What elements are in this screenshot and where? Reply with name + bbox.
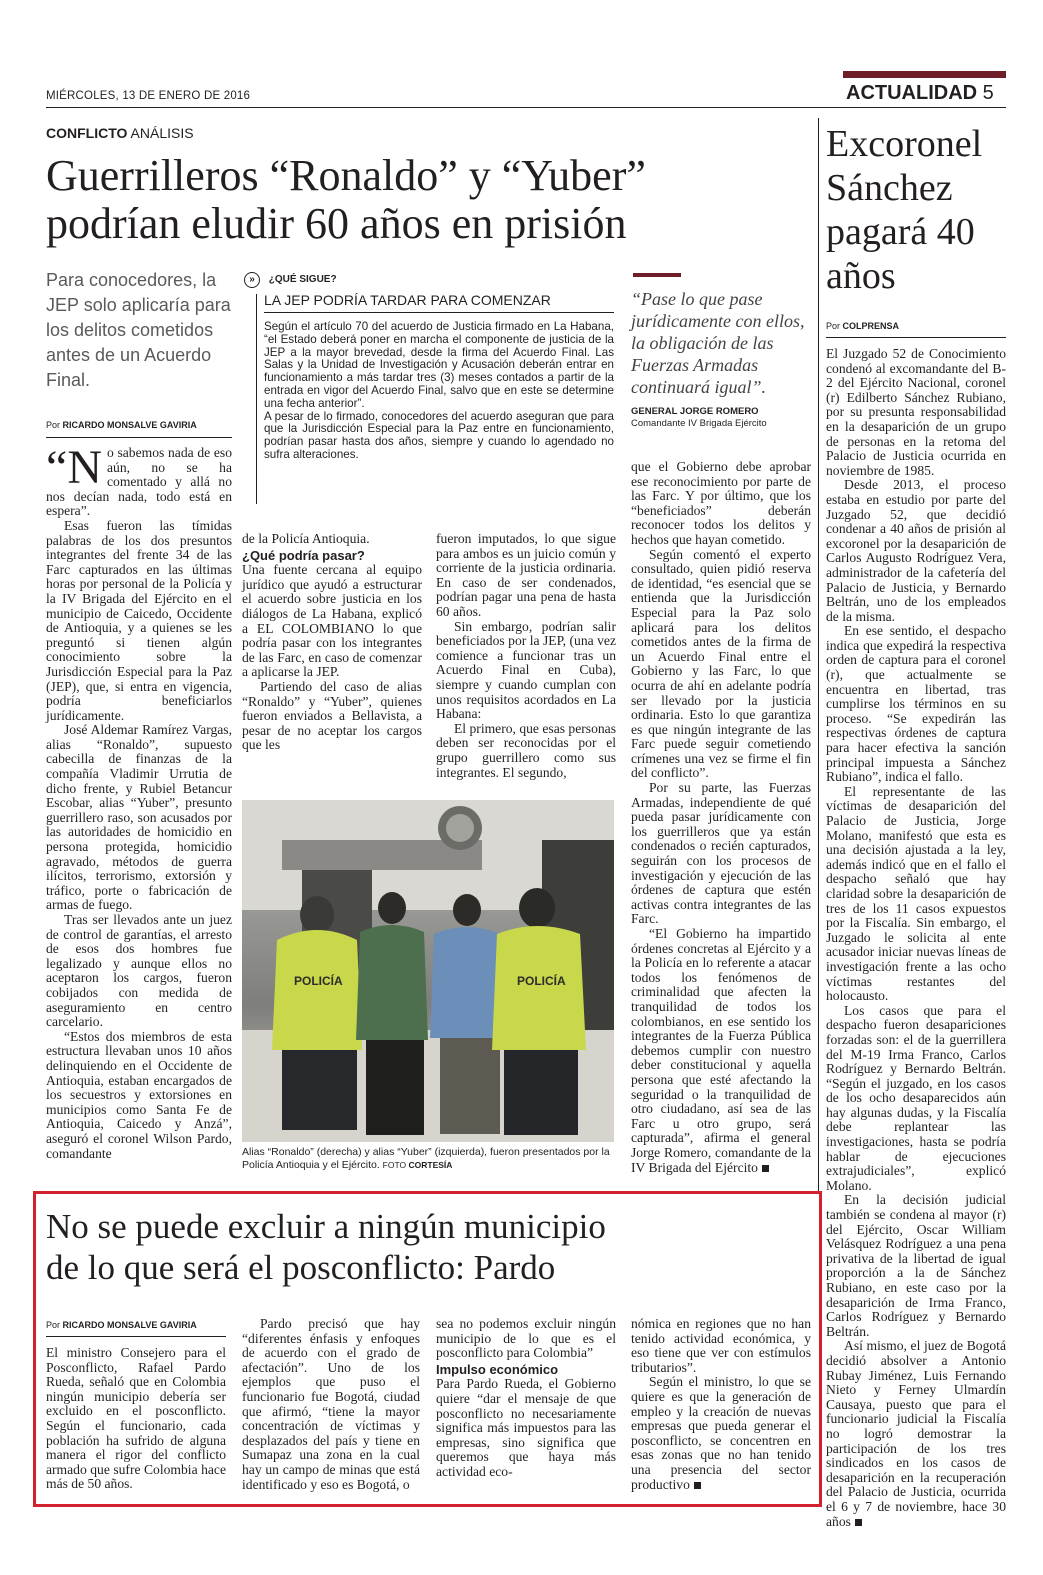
vest-label-left: POLICÍA (294, 974, 343, 988)
box-kicker: » ¿QUÉ SIGUE? (244, 272, 614, 288)
main-headline-line2: podrían eludir 60 años en prisión (46, 199, 627, 248)
box-text-1: Según el artículo 70 del acuerdo de Justicia firmado en La Habana, “el Estado deberá poner en marcha el componente de justicia de la JEP a la mayor brevedad, desde la firma del Acuerdo Final. Las Salas y la Unidad de Investigación y Acusación deberán entrar en funcionamiento a más tardar tres (3) meses contados a partir de la entrada en vigor del Acuerdo Final, salvo que en este se determine una fecha anterior”. (264, 320, 614, 410)
col1-paragraph: Tras ser llevados ante un juez de control de garantías, el arresto de esos dos hombres fue legalizado y aunque ellos no aceptaron los cargos, fueron cobijados con medida de aseguramiento en centro carcelario. (46, 912, 232, 1030)
col2-paragraph: de la Policía Antioquia. (242, 531, 370, 546)
double-chevron-icon: » (244, 272, 260, 288)
pull-quote-rule (633, 273, 681, 277)
quote-role: Comandante IV Brigada Ejército (631, 418, 767, 429)
second-headline (46, 1206, 806, 1288)
second-headline-line2: de lo que será el posconflicto: Pardo (46, 1248, 556, 1287)
col1-paragraph: José Aldemar Ramírez Vargas, alias “Ronaldo”, supuesto cabecilla de finanzas de la compañía Vladimir Urrutia de dicho frente, y Rubiel Betancur Escobar, alias “Yuber”, presunto guerrillero raso, son acusados por las autoridades de homicidio en persona protegida, homicidio agravado, métodos de guerra ilícitos, terrorismo, extorsión y tráfico, porte o fabricación de armas de fuego. (46, 722, 232, 913)
box-text-2: A pesar de lo firmado, conocedores del acuerdo aseguran que para que la Jurisdicción Especial para la Paz entre en funcionamiento, podrían pasar hasta dos años, siempre y cuando lo agendado no sufra alteraciones. (264, 409, 614, 461)
end-mark (855, 1519, 862, 1526)
sidebar-paragraph: El Juzgado 52 de Conocimiento condenó al excomandante del B-2 del Ejército Nacional, coronel (r) Edilberto Sánchez Rubiano, por su presunta responsabilidad en la desaparición de un grupo de personas en la retoma del Palacio de Justicia ocurrida en noviembre de 1985. (826, 346, 1006, 478)
main-column-3 (436, 532, 616, 780)
second-col3-heading: Impulso económico (436, 1361, 559, 1377)
sidebar-paragraph: En ese sentido, el despacho indica que expedirá la respectiva orden de captura para el coronel (r), que actualmente se encuentra en libertad, tras cumplirse los términos en su proceso. “Se expedirán las respectivas órdenes de captura para hacer efectiva la sanción principal impuesta a Sánchez Rubiano”, indica el fallo. (826, 623, 1006, 785)
photo-scene (242, 800, 614, 1142)
col2-heading: ¿Qué podría pasar? (242, 547, 365, 563)
box-border-left (256, 294, 257, 504)
sidebar-byline: Por COLPRENSA (826, 321, 900, 331)
second-byline-rule (46, 1336, 226, 1337)
byline-name: RICARDO MONSALVE GAVIRIA (62, 420, 197, 430)
col2-paragraph: Una fuente cercana al equipo jurídico que ayudó a estructurar el acuerdo sobre justicia en los diálogos de La Habana, explicó a EL COLOMBIANO lo que podría pasar con los integrantes de las Farc, en caso de comenzar a aplicarse la JEP. (242, 562, 422, 680)
main-headline-line1: Guerrilleros “Ronaldo” y “Yuber” (46, 151, 646, 200)
page-number: 5 (982, 82, 994, 104)
col3-paragraph: fueron imputados, lo que sigue para ambos es un juicio común y corriente de la justicia ordinaria. En caso de ser condenados, podrían pagar una pena de hasta 60 años. (436, 531, 616, 619)
col4-paragraph: “El Gobierno ha impartido órdenes concretas al Ejército y a la Policía en lo referente a atacar todos los fenómenos de criminalidad que afecten la tranquilidad de todos los colombianos, en ese sentido los integrantes de la Fuerza Pública debemos cumplir con nuestro deber constitucional y aquella persona que esté afectando la seguridad o la tranquilidad de otro ciudadano, así sea de las Farc u otro grupo, será capturada”, afirma el general Jorge Romero, comandante de la IV Brigada del Ejército (631, 926, 811, 1175)
dropcap: “N (46, 441, 102, 494)
quote-author: GENERAL JORGE ROMERO (631, 406, 759, 417)
col3-paragraph: Sin embargo, podrían salir beneficiados por la JEP, (una vez comience a funcionar tras un Acuerdo Final en Cuba), siempre y cuando cumplan con unos requisitos acordados en La Habana: (436, 618, 616, 722)
vest-label-right: POLICÍA (517, 974, 566, 988)
sidebar-byline-rule (826, 337, 1006, 338)
col4-paragraph: Según comentó el experto consultado, quien pidió reserva de identidad, “es esencial que se entienda que la Jurisdicción Especial para la Paz solo aplicará para los delitos cometidos antes de la firma de un Acuerdo Final entre el Gobierno y las Farc, lo que ocurra de ahí en adelante podría ser llevado por la justicia ordinaria. Esto lo que garantiza es que ningún integrante de las Farc puede seguir cometiendo crímenes una vez se firme el fin del conflicto”. (631, 546, 811, 781)
kicker (46, 125, 194, 141)
sidebar-paragraph: El representante de las víctimas de desaparición del Palacio de Justicia, Jorge Molano, manifestó que esta es una decisión ajustada a la ley, además indicó que en el fallo el despacho señaló que hay claridad sobre la desaparición de tres de los 11 casos expuestos por la Fiscalía. Sin embargo, el Juzgado le solicita al ente acusador iniciar nuevas líneas de investigación frente a las ocho víctimas restantes del holocausto. (826, 783, 1006, 1004)
second-column-3: sea no podemos excluir ningún municipio de lo que es el posconflicto para Colombia” Impulso económico Para Pardo Rueda, el Gobierno quiere “dar el mensaje de que posconflicto no necesariamente significa más impuestos para las empresas, sino significa que queremos que haya más actividad eco- (436, 1316, 616, 1479)
kicker-light: ANÁLISIS (130, 125, 194, 141)
sidebar-body (826, 347, 1006, 1529)
sidebar-headline: Excoronel Sánchez pagará 40 años (826, 123, 983, 297)
que-sigue-box (244, 272, 614, 462)
box-text (264, 321, 614, 462)
pull-quote: “Pase lo que pase jurídicamente con ellos, la obligación de las Fuerzas Armadas continuará igual”. (631, 289, 805, 397)
kicker-bold: CONFLICTO (46, 125, 128, 141)
end-mark (694, 1482, 701, 1489)
photo-credit: FOTO CORTESÍA (382, 1160, 453, 1170)
sidebar-paragraph: En la decisión judicial también se condena al mayor (r) del Ejército, Oscar William Velásquez Rodríguez a una pena privativa de la libertad de igual proporción a la de Sánchez Rubiano, en este caso por la desaparición de Irma Franco, Carlos Rodríguez y Bernardo Beltrán. (826, 1192, 1006, 1339)
lead-paragraph: “N o sabemos nada de eso aún, no se ha comentado y allá no nos decían nada, todo está en espera”. (46, 441, 232, 519)
second-column-2: Pardo precisó que hay “diferentes énfasis y enfoques de acuerdo con el grado de afectación”. Uno de los ejemplos que puso el funcionario fue Bogotá, ciudad que afirmó, “tiene la mayor concentración de víctimas y desplazados del país y tiene en Sumapaz una zona en la cual hay un campo de minas que está identificado y eso es Bogotá, o (242, 1316, 420, 1492)
second-headline-line1: No se puede excluir a ningún municipio (46, 1207, 606, 1246)
main-headline (46, 152, 816, 248)
sidebar-divider (818, 118, 819, 1193)
col4-paragraph: que el Gobierno debe aprobar ese reconocimiento por parte de las Farc. Y por último, que los “beneficiados” deberán reconocer todos los delitos y hechos que hayan cometido. (631, 459, 811, 547)
header-rule (46, 107, 1006, 108)
main-column-1 (46, 441, 232, 1161)
sidebar-paragraph: Así mismo, el juez de Bogotá decidió absolver a Antonio Rubay Jiménez, Luis Fernando Nieto y Ferney Ulmardín Causaya, puesto que para el funcionario judicial la Fiscalía no logró demostrar la participación de los tres sindicados en los casos de desaparición en la recuperación del Palacio de Justicia, ocurrida el 6 y 7 de noviembre, hace 30 años (826, 1338, 1006, 1529)
end-mark (762, 1165, 769, 1172)
page-date: MIÉRCOLES, 13 DE ENERO DE 2016 (46, 90, 251, 102)
subhead: Para conocedores, la JEP solo aplicaría para los delitos cometidos antes de un Acuerdo Final. (46, 270, 231, 390)
box-title: LA JEP PODRÍA TARDAR PARA COMENZAR (264, 292, 551, 308)
byline-prefix: Por (46, 420, 61, 430)
main-column-4 (631, 460, 811, 1175)
sidebar-paragraph: Los casos que para el despacho fueron desapariciones forzadas son: el de la guerrillera del M-19 Irma Franco, Carlos Rodríguez y Bernardo Beltrán. “Según el juzgado, en los casos de los ocho desaparecidos aún hay algunas dudas, y la Fiscalía debe replantear las investigaciones, hasta se podría hablar de ejecuciones extrajudiciales”, explicó Molano. (826, 1002, 1006, 1193)
col4-paragraph: Por su parte, las Fuerzas Armadas, independiente de qué pueda pasar jurídicamente con los guerrilleros que ya están condenados o recién capturados, seguirán con los procesos de investigación y ejecución de las órdenes de captura que estén activas contra integrantes de las Farc. (631, 780, 811, 927)
section-name: ACTUALIDAD (846, 82, 978, 104)
sidebar-paragraph: Desde 2013, el proceso estaba en estudio por parte del Juzgado 52, que decidió condenar a 40 años de prisión al excoronel por la desaparición de Carlos Augusto Rodríguez Vera, administrador de la cafetería del Palacio de Justicia, y Bernardo Beltrán, uno de los empleados de la misma. (826, 477, 1006, 624)
second-column-4: nómica en regiones que no han tenido actividad económica, y eso tiene que ver con estímulos tributarios”. Según el ministro, lo que se quiere es que la generación de empleo y la creación de nuevas empresas que pueda generar el posconflicto, se concentren en esas zonas que no han tenido una presencia del sector productivo (631, 1316, 811, 1492)
byline-rule (46, 437, 232, 438)
news-photo (242, 800, 614, 1142)
section-top-rule (843, 71, 1006, 78)
main-column-2 (242, 532, 422, 753)
col2-paragraph: Partiendo del caso de alias “Ronaldo” y “Yuber”, quienes fueron enviados a Bellavista, a pesar de no aceptar los cargos que les (242, 678, 422, 753)
col1-paragraph: Esas fueron las tímidas palabras de los dos presuntos integrantes del frente 34 de las Farc capturados en las últimas horas por personal de la Policía y la IV Brigada del Ejército en el municipio de Caicedo, Occidente de Antioquia, y a quienes se les preguntó si tienen algún conocimiento sobre la Jurisdicción Especial para la Paz (JEP), que, si entra en vigencia, podría beneficiarlos jurídicamente. (46, 517, 232, 723)
main-byline (46, 420, 197, 430)
second-byline: Por RICARDO MONSALVE GAVIRIA (46, 1320, 197, 1330)
section-label (846, 82, 994, 105)
col1-paragraph: “Estos dos miembros de esta estructura llevaban unos 10 años delinquiendo en el Occidente de Antioquia, estaban encargados de los secuestros y extorsiones en municipios como Santa Fe de Antioquia, Caicedo y Anzá”, aseguró el coronel Wilson Pardo, comandante (46, 1028, 232, 1161)
box-rule (264, 312, 614, 313)
second-column-1: El ministro Consejero para el Posconflicto, Rafael Pardo Rueda, señaló que en Colombia ningún municipio debería ser excluido en el posconflicto. Según el funcionario, cada población ha sufrido de alguna manera el rigor del conflicto armado que sufre Colombia hace más de 50 años. (46, 1345, 226, 1492)
col3-paragraph: El primero, que esas personas deben ser reconocidas por el grupo guerrillero como sus integrantes. El segundo, (436, 720, 616, 780)
photo-caption: Alias “Ronaldo” (derecha) y alias “Yuber” (izquierda), fueron presentados por la Policía Antioquia y el Ejército. FOTO CORTESÍA (242, 1146, 610, 1171)
